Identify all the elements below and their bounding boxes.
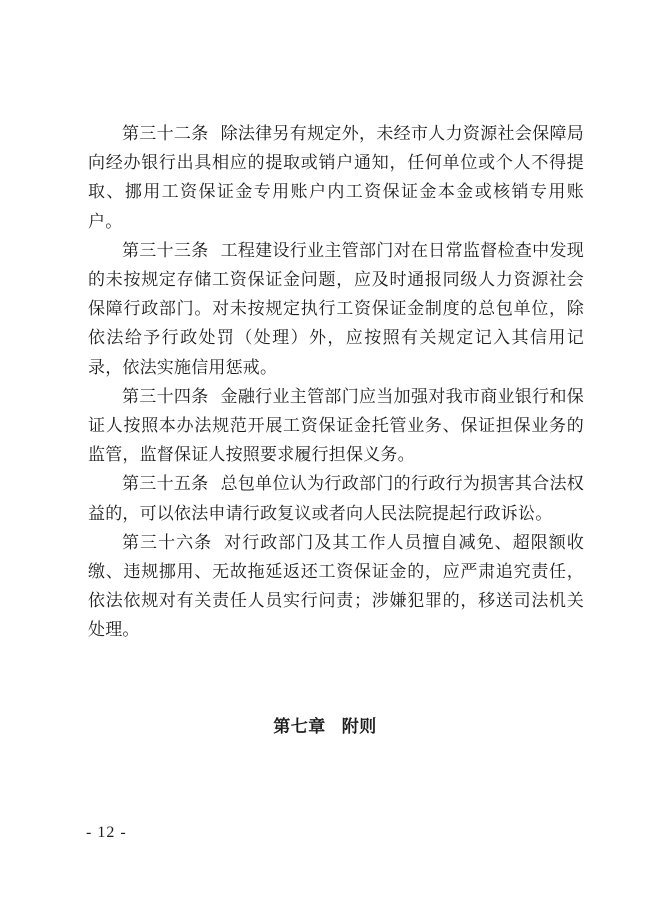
article-text: 除法律另有规定外，未经市人力资源社会保障局向经办银行出具相应的提取或销户通知，任何单位或个人不得提取、挪用工资保证金专用账户内工资保证金本金或核销专用账户。 — [88, 124, 584, 232]
article-text: 总包单位认为行政部门的行政行为损害其合法权益的，可以依法申请行政复议或者向人民法院提起行政诉讼。 — [88, 474, 584, 524]
article-32 — [88, 120, 584, 237]
chapter-title: 附则 — [341, 717, 377, 737]
chapter-number: 第七章 — [273, 717, 326, 737]
article-34 — [88, 383, 584, 471]
article-33 — [88, 237, 584, 383]
document-body — [88, 120, 584, 646]
article-35 — [88, 470, 584, 528]
article-number: 第三十四条 — [122, 386, 209, 407]
article-number: 第三十五条 — [122, 474, 209, 495]
article-text: 对行政部门及其工作人员擅自减免、超限额收缴、违规挪用、无故拖延返还工资保证金的，应严肃追究责任，依法依规对有关责任人员实行问责；涉嫌犯罪的，移送司法机关处理。 — [88, 532, 585, 641]
article-number: 第三十六条 — [122, 532, 213, 553]
page-number: - 12 - — [86, 824, 127, 841]
article-text: 工程建设行业主管部门对在日常监督检查中发现的未按规定存储工资保证金问题，应及时通报同级人力资源社会保障行政部门。对未按规定执行工资保证金制度的总包单位，除依法给予行政处罚（处理）外，应按照有关规定记入其信用记录，依法实施信用惩戒。 — [88, 240, 584, 378]
article-text: 金融行业主管部门应当加强对我市商业银行和保证人按照本办法规范开展工资保证金托管业务、保证担保业务的监管，监督保证人按照要求履行担保义务。 — [88, 386, 584, 466]
article-36 — [88, 529, 584, 646]
article-number: 第三十三条 — [122, 240, 209, 261]
article-number: 第三十二条 — [122, 124, 209, 144]
chapter-heading — [0, 712, 650, 737]
